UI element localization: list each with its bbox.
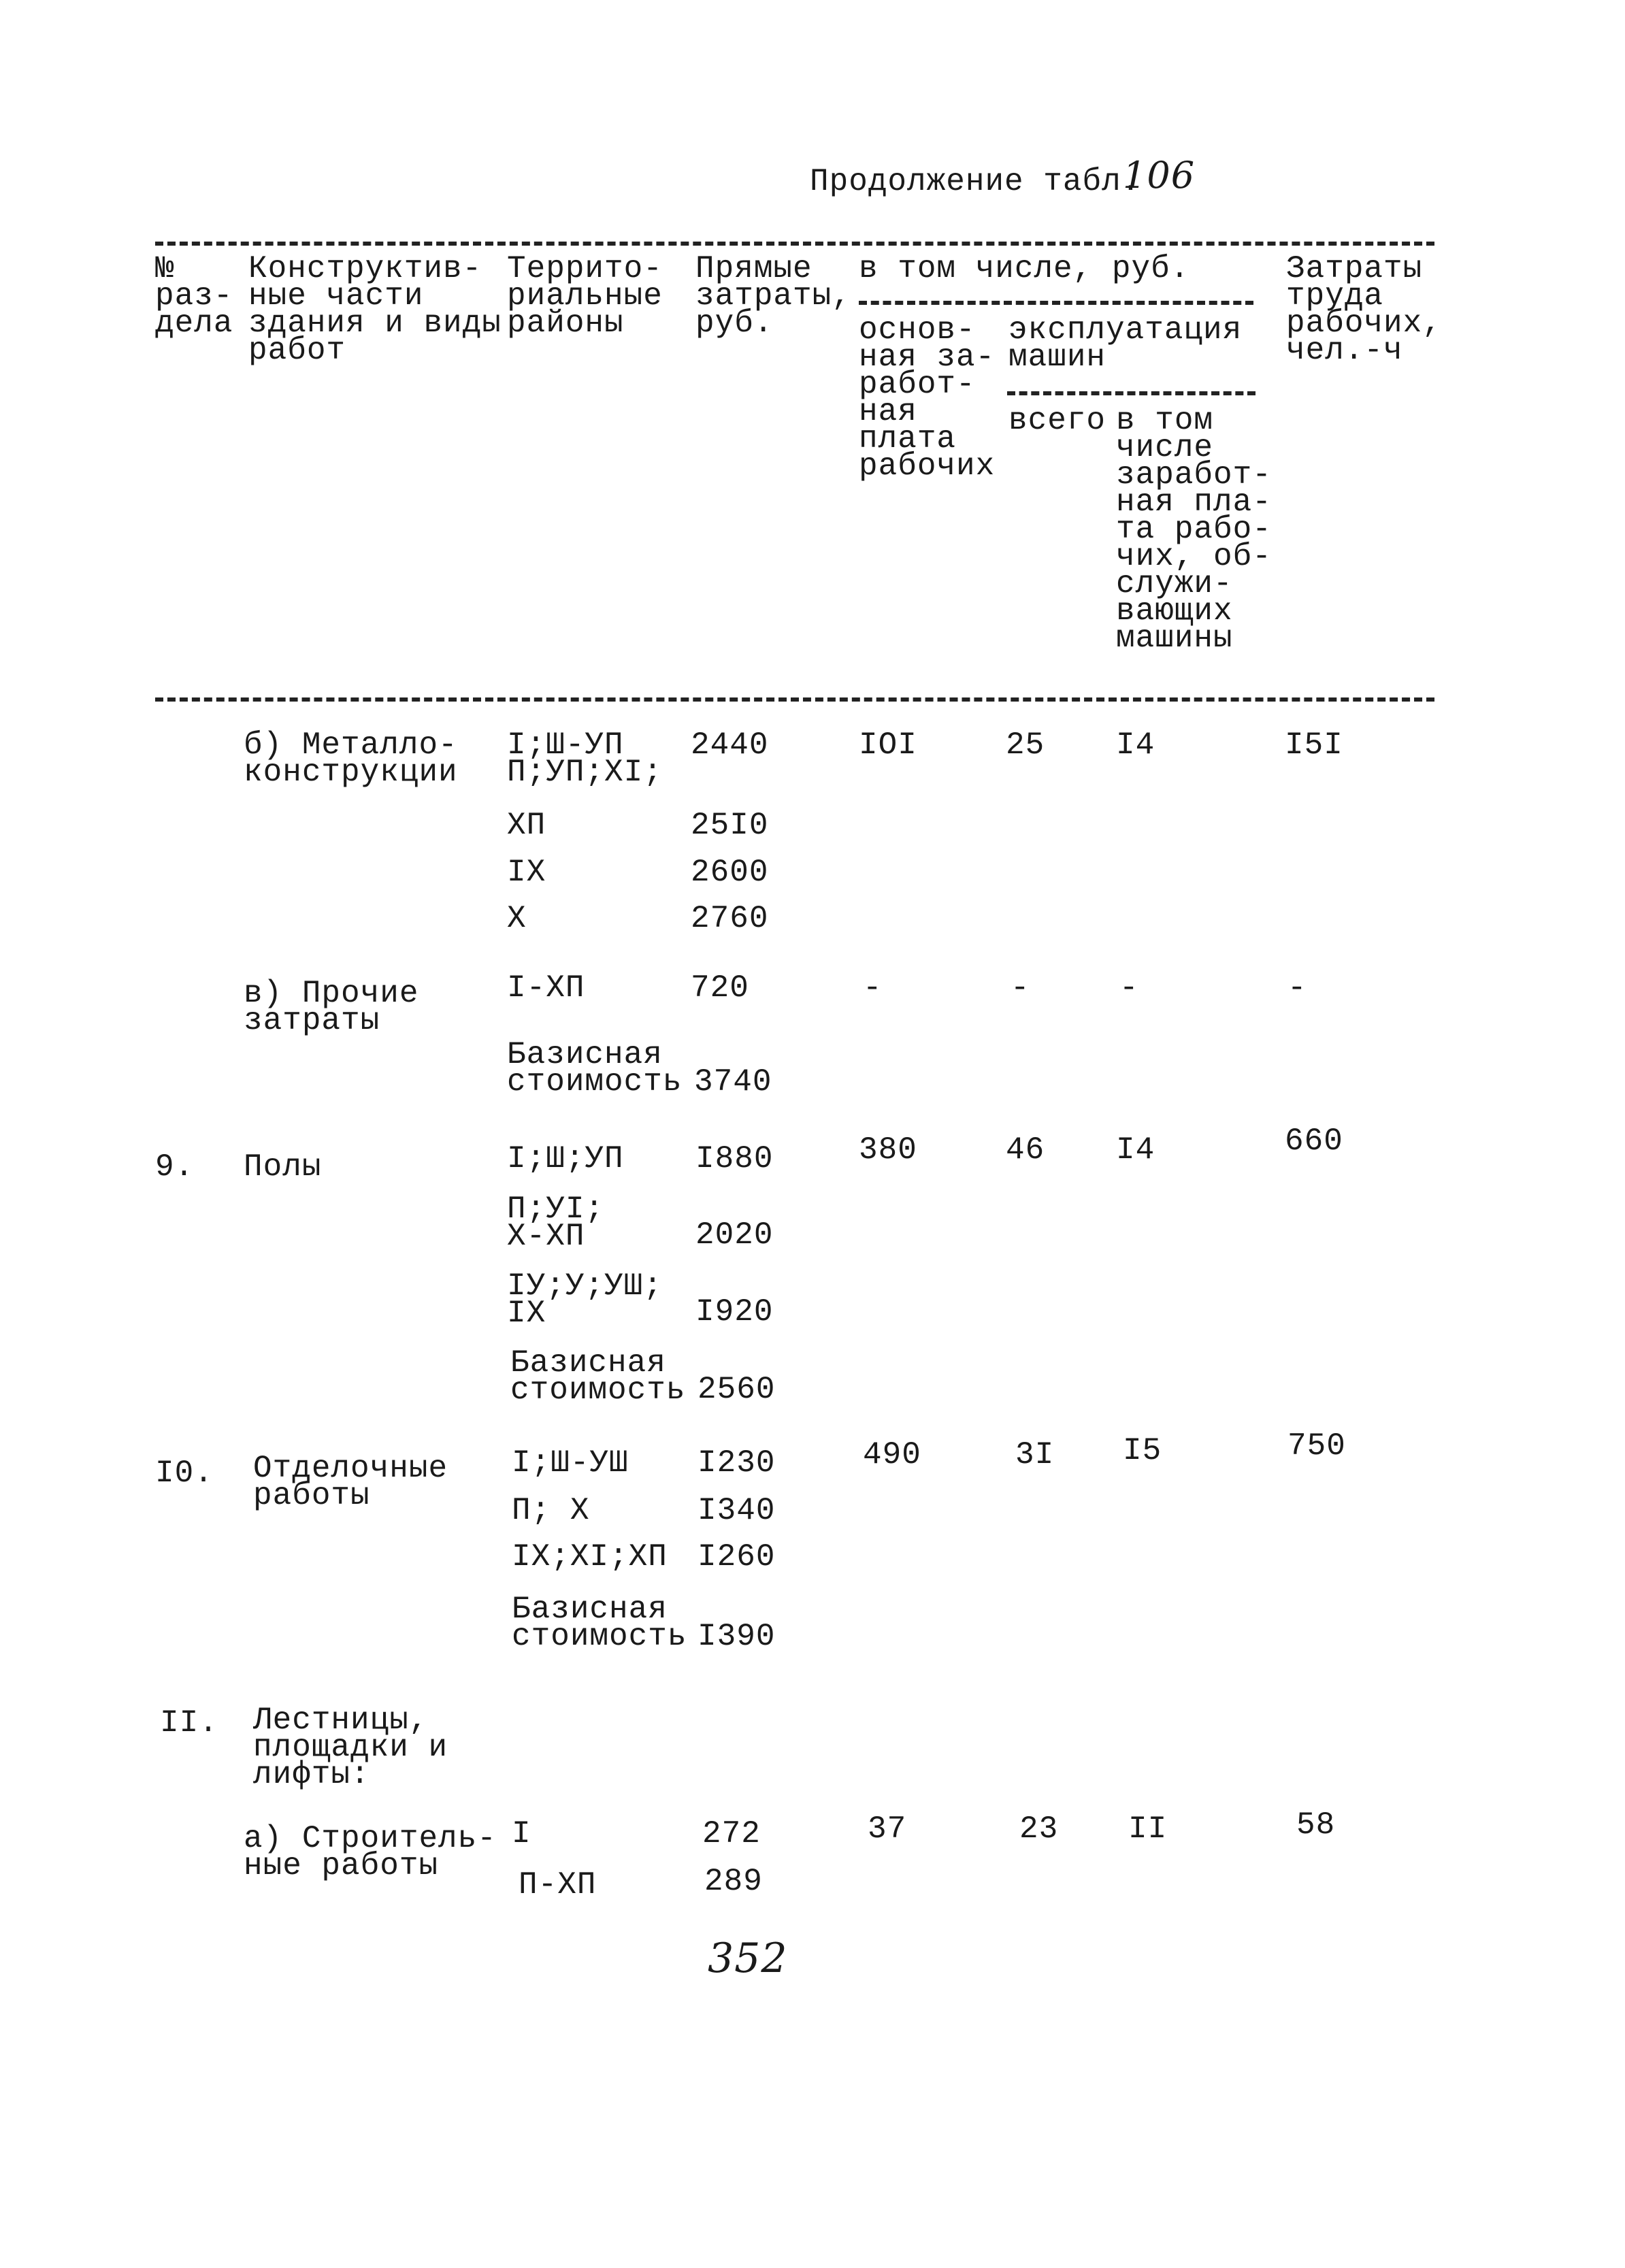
row-total: 46 <box>1006 1132 1045 1168</box>
row-regions: I;Ш-УШ <box>512 1445 629 1481</box>
row-direct: 2020 <box>695 1217 774 1253</box>
row-wages: IOI <box>859 727 917 763</box>
row-total: 3I <box>1015 1437 1055 1473</box>
page-number-handwritten: 352 <box>708 1935 788 1982</box>
row-num: 9. <box>155 1149 195 1185</box>
header-rule-incl <box>859 301 1253 305</box>
row-direct: 272 <box>702 1816 761 1852</box>
row-direct: 2440 <box>691 727 769 763</box>
row-machine-wages: II <box>1128 1811 1168 1847</box>
col-header-incl: в том числе, руб. <box>859 251 1190 286</box>
row-direct: I340 <box>697 1493 776 1528</box>
header-top-rule <box>155 242 1434 246</box>
row-parts: Отделочные работы <box>253 1451 448 1513</box>
table-caption: Продолжение табл. <box>810 164 1141 199</box>
row-parts: Полы <box>244 1149 322 1185</box>
row-labor: I5I <box>1285 727 1343 763</box>
row-direct: I230 <box>697 1445 776 1481</box>
row-regions: I-XП <box>507 970 585 1006</box>
row-direct: I260 <box>697 1539 776 1575</box>
row-wages: 380 <box>859 1132 917 1168</box>
row-labor: 58 <box>1296 1807 1336 1843</box>
row-parts: в) Прочие затраты <box>244 976 419 1038</box>
col-header-machines: эксплуатация машин <box>1008 312 1243 375</box>
row-direct: I390 <box>697 1619 776 1654</box>
row-num: II. <box>160 1705 218 1741</box>
row-regions: IX <box>507 855 546 890</box>
row-parts: Лестницы, площадки и лифты: <box>253 1703 448 1792</box>
col-header-machine-wages: в том числе заработ- ная пла- та рабо- чих, об- служи- вающих машины <box>1116 403 1272 656</box>
row-wages: 490 <box>863 1437 921 1473</box>
row-direct: I920 <box>695 1294 774 1330</box>
col-header-regions: Террито- риальные районы <box>507 251 663 341</box>
row-total: 25 <box>1006 727 1045 763</box>
row-labor: - <box>1287 970 1307 1006</box>
row-regions: П; X <box>512 1493 590 1528</box>
col-header-num: № раз- дела <box>155 251 233 341</box>
row-regions: XП <box>507 808 546 843</box>
row-direct: 2760 <box>691 901 769 936</box>
header-rule-machines <box>1007 391 1255 395</box>
row-regions: П-XП <box>519 1867 597 1903</box>
table-number-handwritten: 106 <box>1123 154 1196 197</box>
row-regions: I;Ш;УП <box>507 1141 624 1177</box>
row-labor: 660 <box>1285 1123 1343 1159</box>
row-direct: 2560 <box>697 1372 776 1407</box>
row-direct: 3740 <box>694 1064 772 1100</box>
row-regions: Базисная стоимость <box>510 1345 686 1408</box>
row-wages: 37 <box>868 1811 907 1847</box>
header-bottom-rule <box>155 697 1434 702</box>
row-direct: 2600 <box>691 855 769 890</box>
row-wages: - <box>863 970 883 1006</box>
row-num: I0. <box>155 1456 214 1491</box>
row-regions: X <box>507 901 527 936</box>
col-header-direct: Прямые затраты, руб. <box>695 251 851 341</box>
row-machine-wages: I4 <box>1116 727 1155 763</box>
row-machine-wages: I5 <box>1123 1433 1162 1468</box>
row-regions: Базисная стоимость <box>507 1037 683 1100</box>
row-regions: П;УI; X-XП <box>507 1191 605 1254</box>
row-machine-wages: I4 <box>1116 1132 1155 1168</box>
row-direct: 289 <box>704 1864 763 1899</box>
row-machine-wages: - <box>1119 970 1139 1006</box>
row-parts: б) Металло- конструкции <box>244 727 458 790</box>
row-regions: IУ;У;УШ; IX <box>507 1268 663 1331</box>
col-header-labor: Затраты труда рабочих, чел.-ч <box>1286 251 1442 368</box>
col-header-parts: Конструктив- ные части здания и виды работ <box>248 251 502 368</box>
row-direct: 25I0 <box>691 808 769 843</box>
row-total: 23 <box>1019 1811 1059 1847</box>
row-parts: а) Строитель- ные работы <box>244 1821 497 1884</box>
row-regions: Базисная стоимость <box>512 1592 687 1654</box>
row-labor: 750 <box>1287 1428 1346 1464</box>
row-regions: I <box>512 1816 531 1852</box>
col-header-wages: основ- ная за- работ- ная плата рабочих <box>859 312 996 484</box>
row-direct: I880 <box>695 1141 774 1177</box>
row-regions: IX;XI;XП <box>512 1539 668 1575</box>
row-direct: 720 <box>691 970 749 1006</box>
row-total: - <box>1011 970 1030 1006</box>
col-header-total: всего <box>1008 403 1106 438</box>
row-regions: I;Ш-УП П;УП;XI; <box>507 727 663 790</box>
